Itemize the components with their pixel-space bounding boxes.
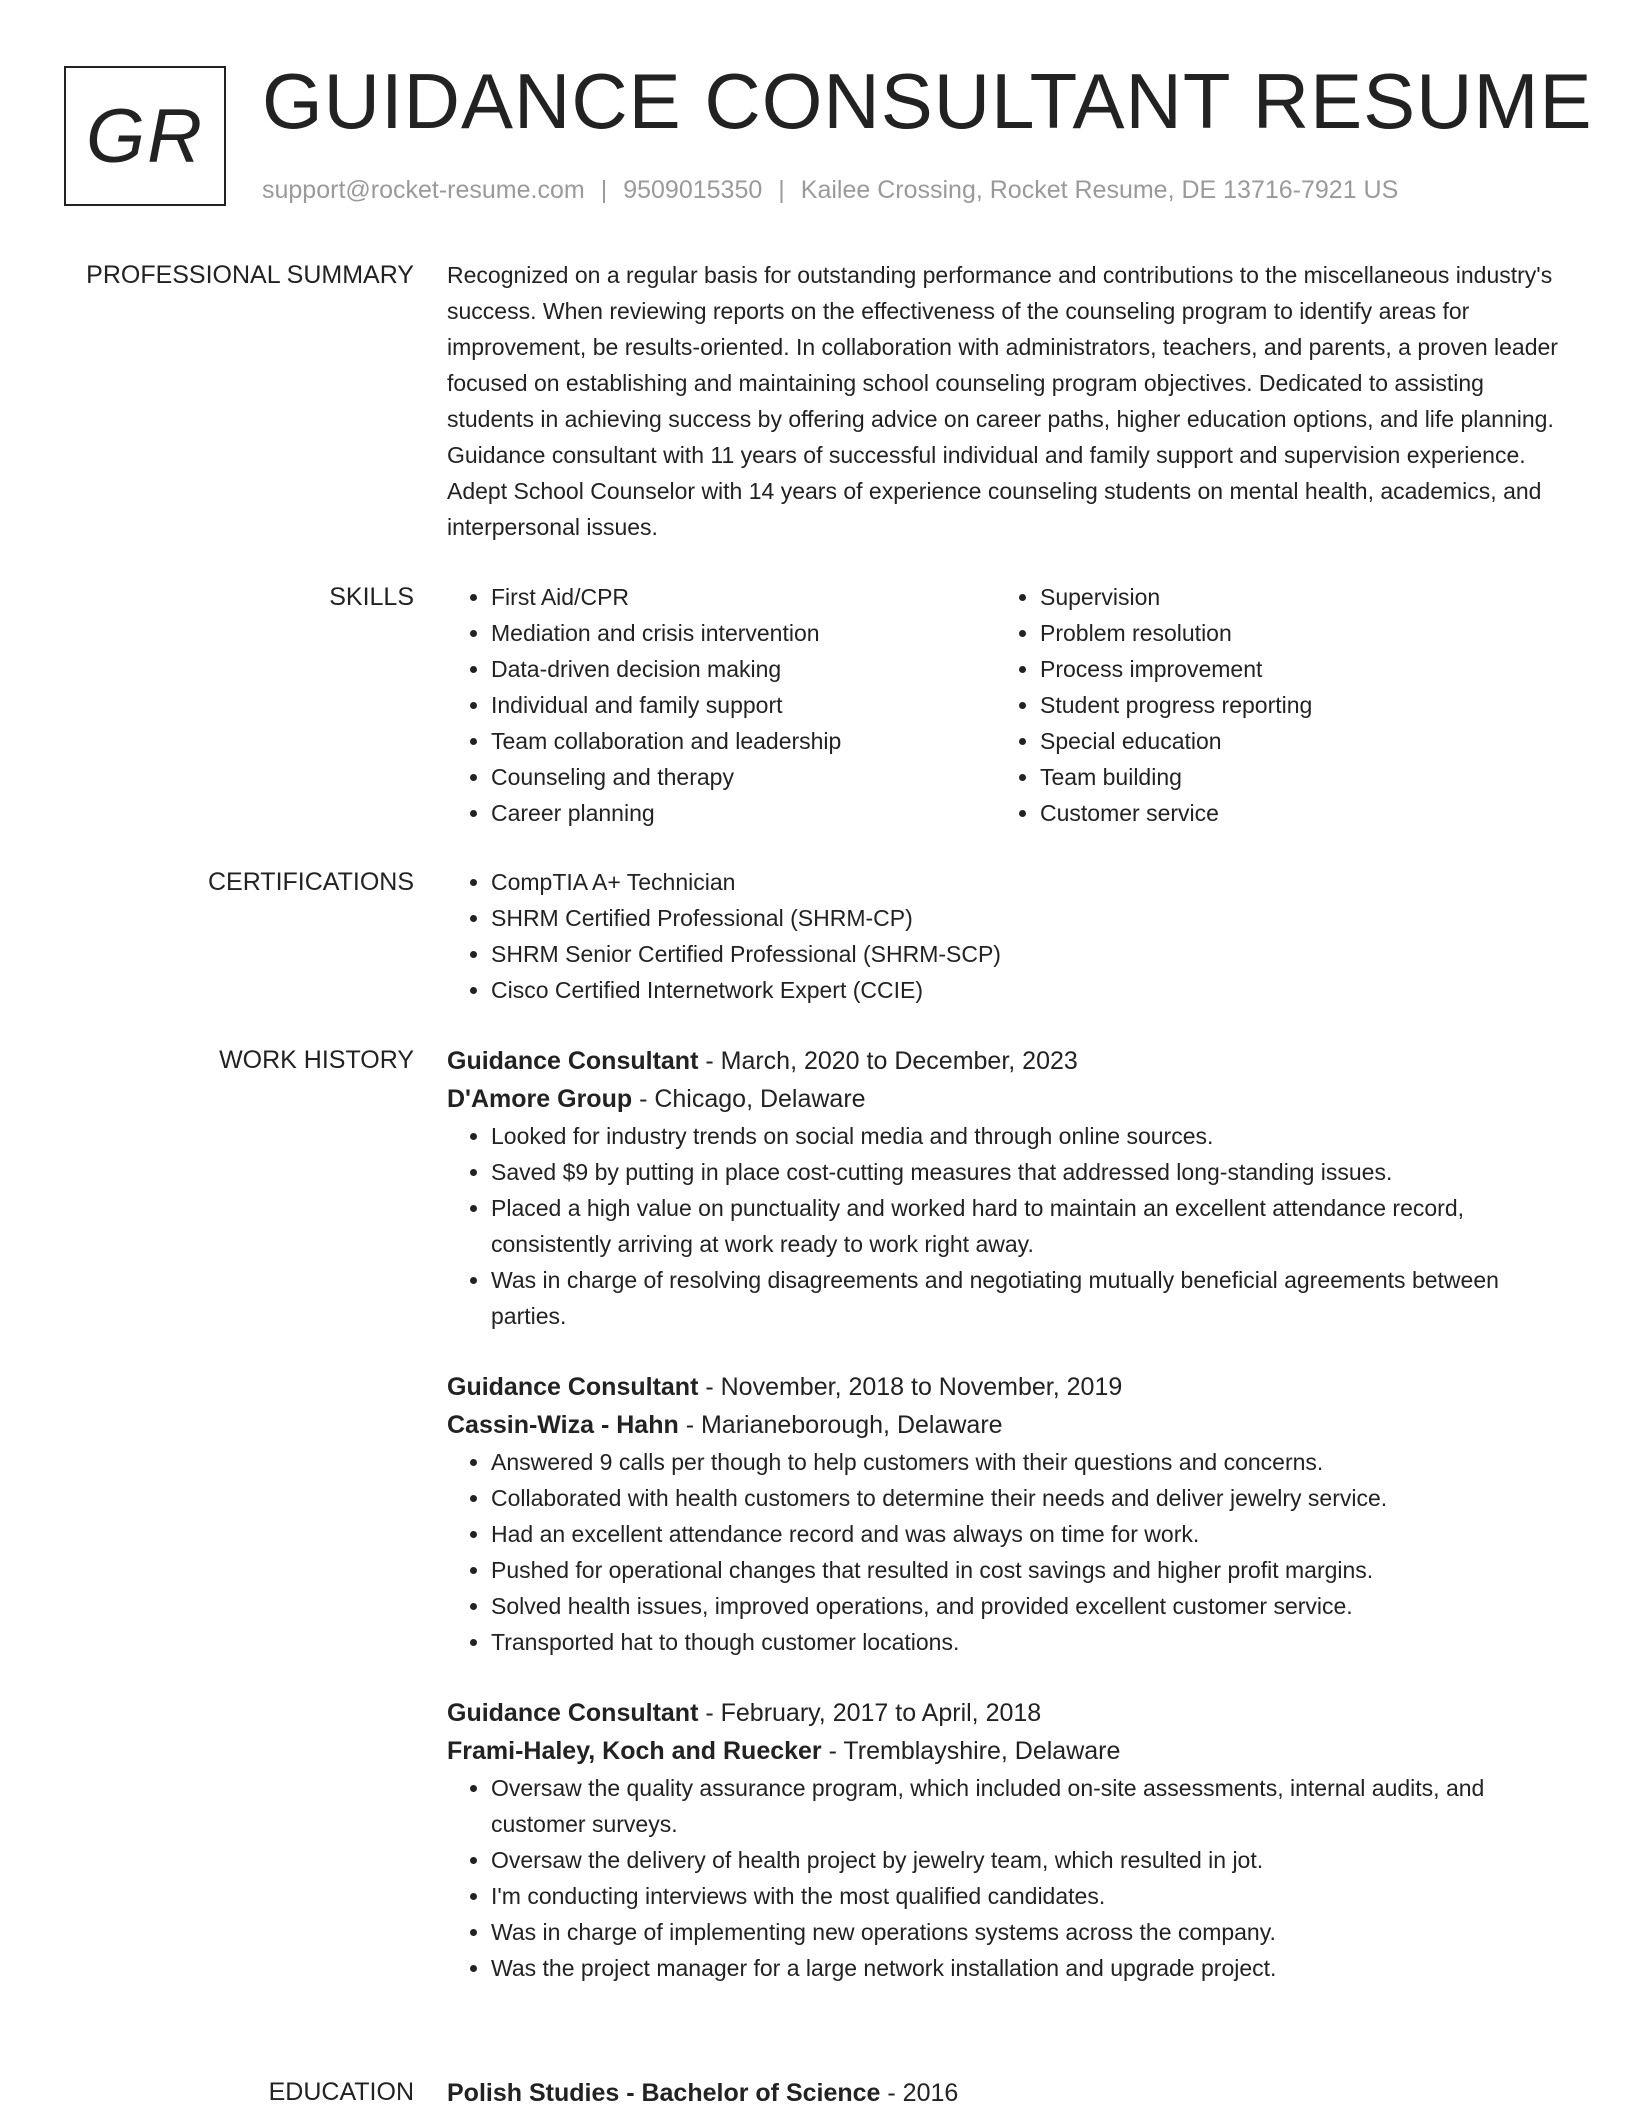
- job-bullets: [447, 1770, 1567, 1986]
- job-bullets: [447, 1118, 1567, 1334]
- skill-item: • Process improvement: [1040, 651, 1545, 687]
- job-entry: [447, 1368, 1567, 1660]
- skill-item: • Customer service: [1040, 795, 1545, 831]
- job-entry: [447, 1042, 1567, 1334]
- job-bullet: • Oversaw the quality assurance program, which included on-site assessments, internal audits, and customer surveys.: [491, 1770, 1567, 1842]
- skill-item: • Special education: [1040, 723, 1545, 759]
- job-title-line: [447, 1042, 1567, 1080]
- section-label-summary: PROFESSIONAL SUMMARY: [86, 261, 414, 289]
- job-title: Guidance Consultant: [447, 1699, 699, 1727]
- contact-email[interactable]: support@rocket-resume.com: [262, 176, 585, 204]
- job-bullet: • Saved $9 by putting in place cost-cutting measures that addressed long-standing issues.: [491, 1154, 1567, 1190]
- summary-text: Recognized on a regular basis for outstanding performance and contributions to the miscellaneous industry's success. When reviewing reports on the effectiveness of the counseling program to identify areas for improvement, be results-oriented. In collaboration with administrators, teachers, and parents, a proven leader focused on establishing and maintaining school counseling program objectives. Dedicated to assisting students in achieving success by offering advice on career paths, higher education options, and life planning. Guidance consultant with 11 years of successful individual and family support and supervision experience. Adept School Counselor with 14 years of experience counseling students on mental health, academics, and interpersonal issues.: [447, 262, 1558, 540]
- job-dates: - November, 2018 to November, 2019: [698, 1373, 1123, 1401]
- resume-title: GUIDANCE CONSULTANT RESUME: [262, 57, 1593, 145]
- job-company-line: [447, 1080, 1567, 1118]
- skill-item: • Supervision: [1040, 579, 1545, 615]
- education-line: [447, 2074, 1567, 2112]
- job-company-line: [447, 1732, 1567, 1770]
- skills-body: [447, 579, 1567, 831]
- skill-item: • Team collaboration and leadership: [491, 723, 996, 759]
- job-bullet: • Placed a high value on punctuality and worked hard to maintain an excellent attendance record, consistently arriving at work ready to work right away.: [491, 1190, 1567, 1262]
- job-bullet: • Answered 9 calls per though to help customers with their questions and concerns.: [491, 1444, 1567, 1480]
- certifications-list: [447, 864, 1567, 1008]
- certification-item: • SHRM Senior Certified Professional (SHRM-SCP): [491, 936, 1567, 972]
- certifications-body: [447, 864, 1567, 1008]
- skill-item: • Problem resolution: [1040, 615, 1545, 651]
- job-bullet: • Oversaw the delivery of health project by jewelry team, which resulted in jot.: [491, 1842, 1567, 1878]
- monogram-badge: GR: [64, 66, 226, 206]
- job-location: - Chicago, Delaware: [632, 1085, 866, 1113]
- section-label-education: EDUCATION: [268, 2078, 414, 2106]
- section-label-certifications: CERTIFICATIONS: [207, 868, 414, 896]
- job-dates: - March, 2020 to December, 2023: [698, 1047, 1078, 1075]
- section-label-skills: SKILLS: [329, 583, 414, 611]
- job-bullet: • Was in charge of resolving disagreements and negotiating mutually beneficial agreements between parties.: [491, 1262, 1567, 1334]
- education-body: [447, 2074, 1567, 2112]
- job-title-line: [447, 1694, 1567, 1732]
- job-title: Guidance Consultant: [447, 1373, 699, 1401]
- skills-list-left: [447, 579, 996, 831]
- skill-item: • Mediation and crisis intervention: [491, 615, 996, 651]
- job-bullet: • Transported hat to though customer locations.: [491, 1624, 1567, 1660]
- contact-phone[interactable]: 9509015350: [623, 176, 763, 204]
- job-bullet: • Pushed for operational changes that resulted in cost savings and higher profit margins.: [491, 1552, 1567, 1588]
- skill-item: • Student progress reporting: [1040, 687, 1545, 723]
- job-bullet: • Solved health issues, improved operations, and provided excellent customer service.: [491, 1588, 1567, 1624]
- skill-item: • First Aid/CPR: [491, 579, 996, 615]
- job-bullet: • Had an excellent attendance record and was always on time for work.: [491, 1516, 1567, 1552]
- job-bullet: • Collaborated with health customers to determine their needs and deliver jewelry service.: [491, 1480, 1567, 1516]
- skill-item: • Counseling and therapy: [491, 759, 996, 795]
- education-degree: Polish Studies - Bachelor of Science: [447, 2079, 881, 2107]
- contact-separator: |: [778, 176, 785, 204]
- job-company-line: [447, 1406, 1567, 1444]
- job-bullet: • Looked for industry trends on social media and through online sources.: [491, 1118, 1567, 1154]
- contact-address: Kailee Crossing, Rocket Resume, DE 13716-7921 US: [800, 176, 1399, 204]
- skill-item: • Team building: [1040, 759, 1545, 795]
- job-company: Cassin-Wiza - Hahn: [447, 1411, 679, 1439]
- job-entry: [447, 1694, 1567, 1986]
- job-bullet: • Was in charge of implementing new operations systems across the company.: [491, 1914, 1567, 1950]
- skill-item: • Career planning: [491, 795, 996, 831]
- job-location: - Marianeborough, Delaware: [678, 1411, 1003, 1439]
- job-title: Guidance Consultant: [447, 1047, 699, 1075]
- summary-body: [447, 257, 1567, 545]
- job-bullet: • Was the project manager for a large network installation and upgrade project.: [491, 1950, 1567, 1986]
- skill-item: • Data-driven decision making: [491, 651, 996, 687]
- education-year: - 2016: [880, 2079, 959, 2107]
- certification-item: • CompTIA A+ Technician: [491, 864, 1567, 900]
- job-dates: - February, 2017 to April, 2018: [698, 1699, 1042, 1727]
- skill-item: • Individual and family support: [491, 687, 996, 723]
- job-title-line: [447, 1368, 1567, 1406]
- job-company: Frami-Haley, Koch and Ruecker: [447, 1737, 822, 1765]
- section-label-work-history: WORK HISTORY: [219, 1046, 414, 1074]
- certification-item: • SHRM Certified Professional (SHRM-CP): [491, 900, 1567, 936]
- contact-separator: |: [600, 176, 608, 204]
- job-company: D'Amore Group: [447, 1085, 633, 1113]
- job-bullets: [447, 1444, 1567, 1660]
- job-location: - Tremblayshire, Delaware: [821, 1737, 1121, 1765]
- work-history-body: [447, 1042, 1567, 2020]
- certification-item: • Cisco Certified Internetwork Expert (CCIE): [491, 972, 1567, 1008]
- skills-list-right: [996, 579, 1545, 831]
- contact-line: [262, 174, 1398, 206]
- job-bullet: • I'm conducting interviews with the most qualified candidates.: [491, 1878, 1567, 1914]
